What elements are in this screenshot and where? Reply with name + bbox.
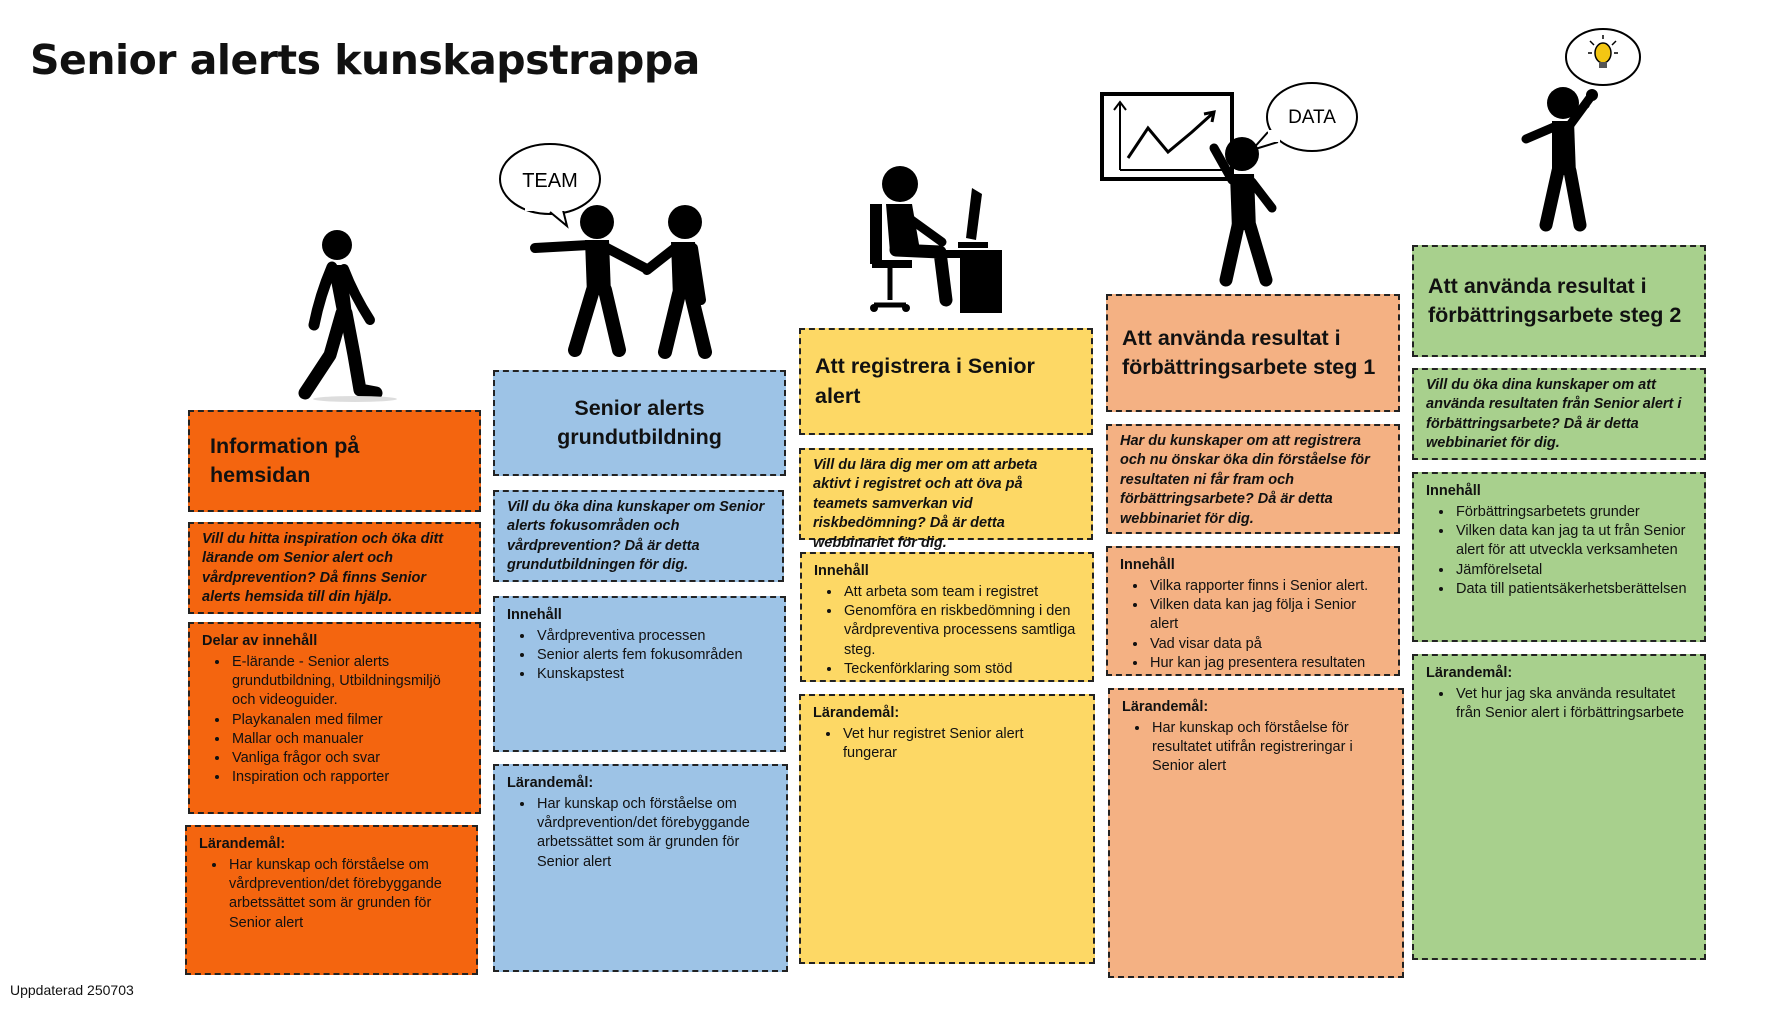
- step-2-heading-text: Senior alerts grundutbildning: [557, 395, 722, 449]
- person-at-computer-icon: [860, 160, 1010, 320]
- step-5-content: [1412, 472, 1706, 642]
- step-4-goals: [1108, 688, 1404, 978]
- list-item: • Vanliga frågor och svar: [230, 749, 467, 768]
- step-1-content-title: Delar av innehåll: [202, 633, 318, 649]
- list-item: • Vilken data kan jag följa i Senior alert: [1148, 596, 1386, 634]
- step-3-heading-text: Att registrera i Senior alert: [815, 354, 1035, 408]
- step-4-intro: Har du kunskaper om att registrera och nu önskar öka din förståelse för resultaten ni får fram och förbättringsarbete? Då är detta webbinariet för dig.: [1106, 424, 1400, 534]
- step-3-content: [800, 552, 1094, 682]
- step-3-content-title: Innehåll: [814, 563, 869, 579]
- step-1-goals: [185, 825, 478, 975]
- team-discussion-icon: [495, 140, 745, 365]
- walking-person-icon: [280, 225, 400, 405]
- list-item: • Playkanalen med filmer: [230, 711, 467, 730]
- step-1-heading-text: Information på hemsidan: [210, 433, 360, 487]
- step-2-content: [493, 596, 786, 752]
- step-5-heading-text: Att använda resultat i förbättringsarbete steg 2: [1428, 273, 1682, 327]
- step-4-content: [1106, 546, 1400, 676]
- list-item: • Att arbeta som team i registret: [842, 583, 1080, 602]
- step-2-heading: [493, 370, 786, 476]
- list-item: • Data till patientsäkerhetsberättelsen: [1454, 580, 1692, 599]
- list-item: • Genomföra en riskbedömning i den vårdpreventiva processens samtliga steg.: [842, 602, 1080, 659]
- team-bubble-text: TEAM: [522, 170, 578, 192]
- list-item: • Teckenförklaring som stöd: [842, 660, 1080, 679]
- list-item: • Vilka rapporter finns i Senior alert.: [1148, 577, 1386, 596]
- step-1-intro: Vill du hitta inspiration och öka ditt lärande om Senior alert och vårdprevention? Då finns Senior alerts hemsida till din hjälp.: [188, 522, 481, 614]
- step-4-heading: [1106, 294, 1400, 412]
- list-item: • E-lärande - Senior alerts grundutbildning, Utbildningsmiljö och videoguider.: [230, 653, 467, 710]
- step-5-heading: [1412, 245, 1706, 357]
- step-1-heading: [188, 410, 481, 512]
- list-item: • Inspiration och rapporter: [230, 768, 467, 787]
- step-5-goals: [1412, 654, 1706, 960]
- list-item: • Förbättringsarbetets grunder: [1454, 503, 1692, 522]
- list-item: • Senior alerts fem fokusområden: [535, 646, 772, 665]
- list-item: • Hur kan jag presentera resultaten: [1148, 654, 1386, 673]
- list-item: • Vet hur registret Senior alert fungerar: [841, 725, 1081, 763]
- list-item: • Har kunskap och förståelse om vårdprevention/det förebyggande arbetssättet som är grunden för Senior alert: [535, 795, 774, 872]
- step-3-heading: [799, 328, 1093, 435]
- list-item: • Vad visar data på: [1148, 635, 1386, 654]
- updated-date: Uppdaterad 250703: [10, 982, 134, 998]
- step-1-goals-title: Lärandemål:: [199, 836, 286, 852]
- step-1-content: [188, 622, 481, 814]
- list-item: • Har kunskap och förståelse om vårdprevention/det förebyggande arbetssättet som är grunden för Senior alert: [227, 856, 464, 933]
- data-bubble-text: DATA: [1288, 107, 1336, 128]
- list-item: • Vilken data kan jag ta ut från Senior alert för att utveckla verksamheten: [1454, 522, 1692, 560]
- step-4-heading-text: Att använda resultat i förbättringsarbete steg 1: [1122, 325, 1376, 379]
- step-3-goals-title: Lärandemål:: [813, 705, 900, 721]
- step-2-content-title: Innehåll: [507, 607, 562, 623]
- list-item: • Kunskapstest: [535, 665, 772, 684]
- list-item: • Jämförelsetal: [1454, 561, 1692, 580]
- list-item: • Vet hur jag ska använda resultatet från Senior alert i förbättringsarbete: [1454, 685, 1692, 723]
- step-4-content-title: Innehåll: [1120, 557, 1175, 573]
- list-item: • Vårdpreventiva processen: [535, 627, 772, 646]
- step-5-intro: Vill du öka dina kunskaper om att använda resultaten från Senior alert i förbättringsarbete? Då är detta webbinariet för dig.: [1412, 368, 1706, 460]
- step-2-goals: [493, 764, 788, 972]
- list-item: • Har kunskap och förståelse för resultatet utifrån registreringar i Senior alert: [1150, 719, 1390, 776]
- step-2-goals-title: Lärandemål:: [507, 775, 594, 791]
- lightbulb-idea-icon: [1500, 25, 1660, 235]
- step-2-intro: Vill du öka dina kunskaper om Senior alerts fokusområden och vårdprevention? Då är detta grundutbildningen för dig.: [493, 490, 784, 582]
- presenter-chart-icon: [1100, 80, 1360, 290]
- page-title: Senior alerts kunskapstrappa: [30, 36, 700, 84]
- step-3-intro: Vill du lära dig mer om att arbeta aktivt i registret och att öva på teamets samverkan vid riskbedömning? Då är detta webbinariet för dig.: [799, 448, 1093, 540]
- step-4-goals-title: Lärandemål:: [1122, 699, 1209, 715]
- list-item: • Mallar och manualer: [230, 730, 467, 749]
- step-3-goals: [799, 694, 1095, 964]
- step-5-goals-title: Lärandemål:: [1426, 665, 1513, 681]
- step-5-content-title: Innehåll: [1426, 483, 1481, 499]
